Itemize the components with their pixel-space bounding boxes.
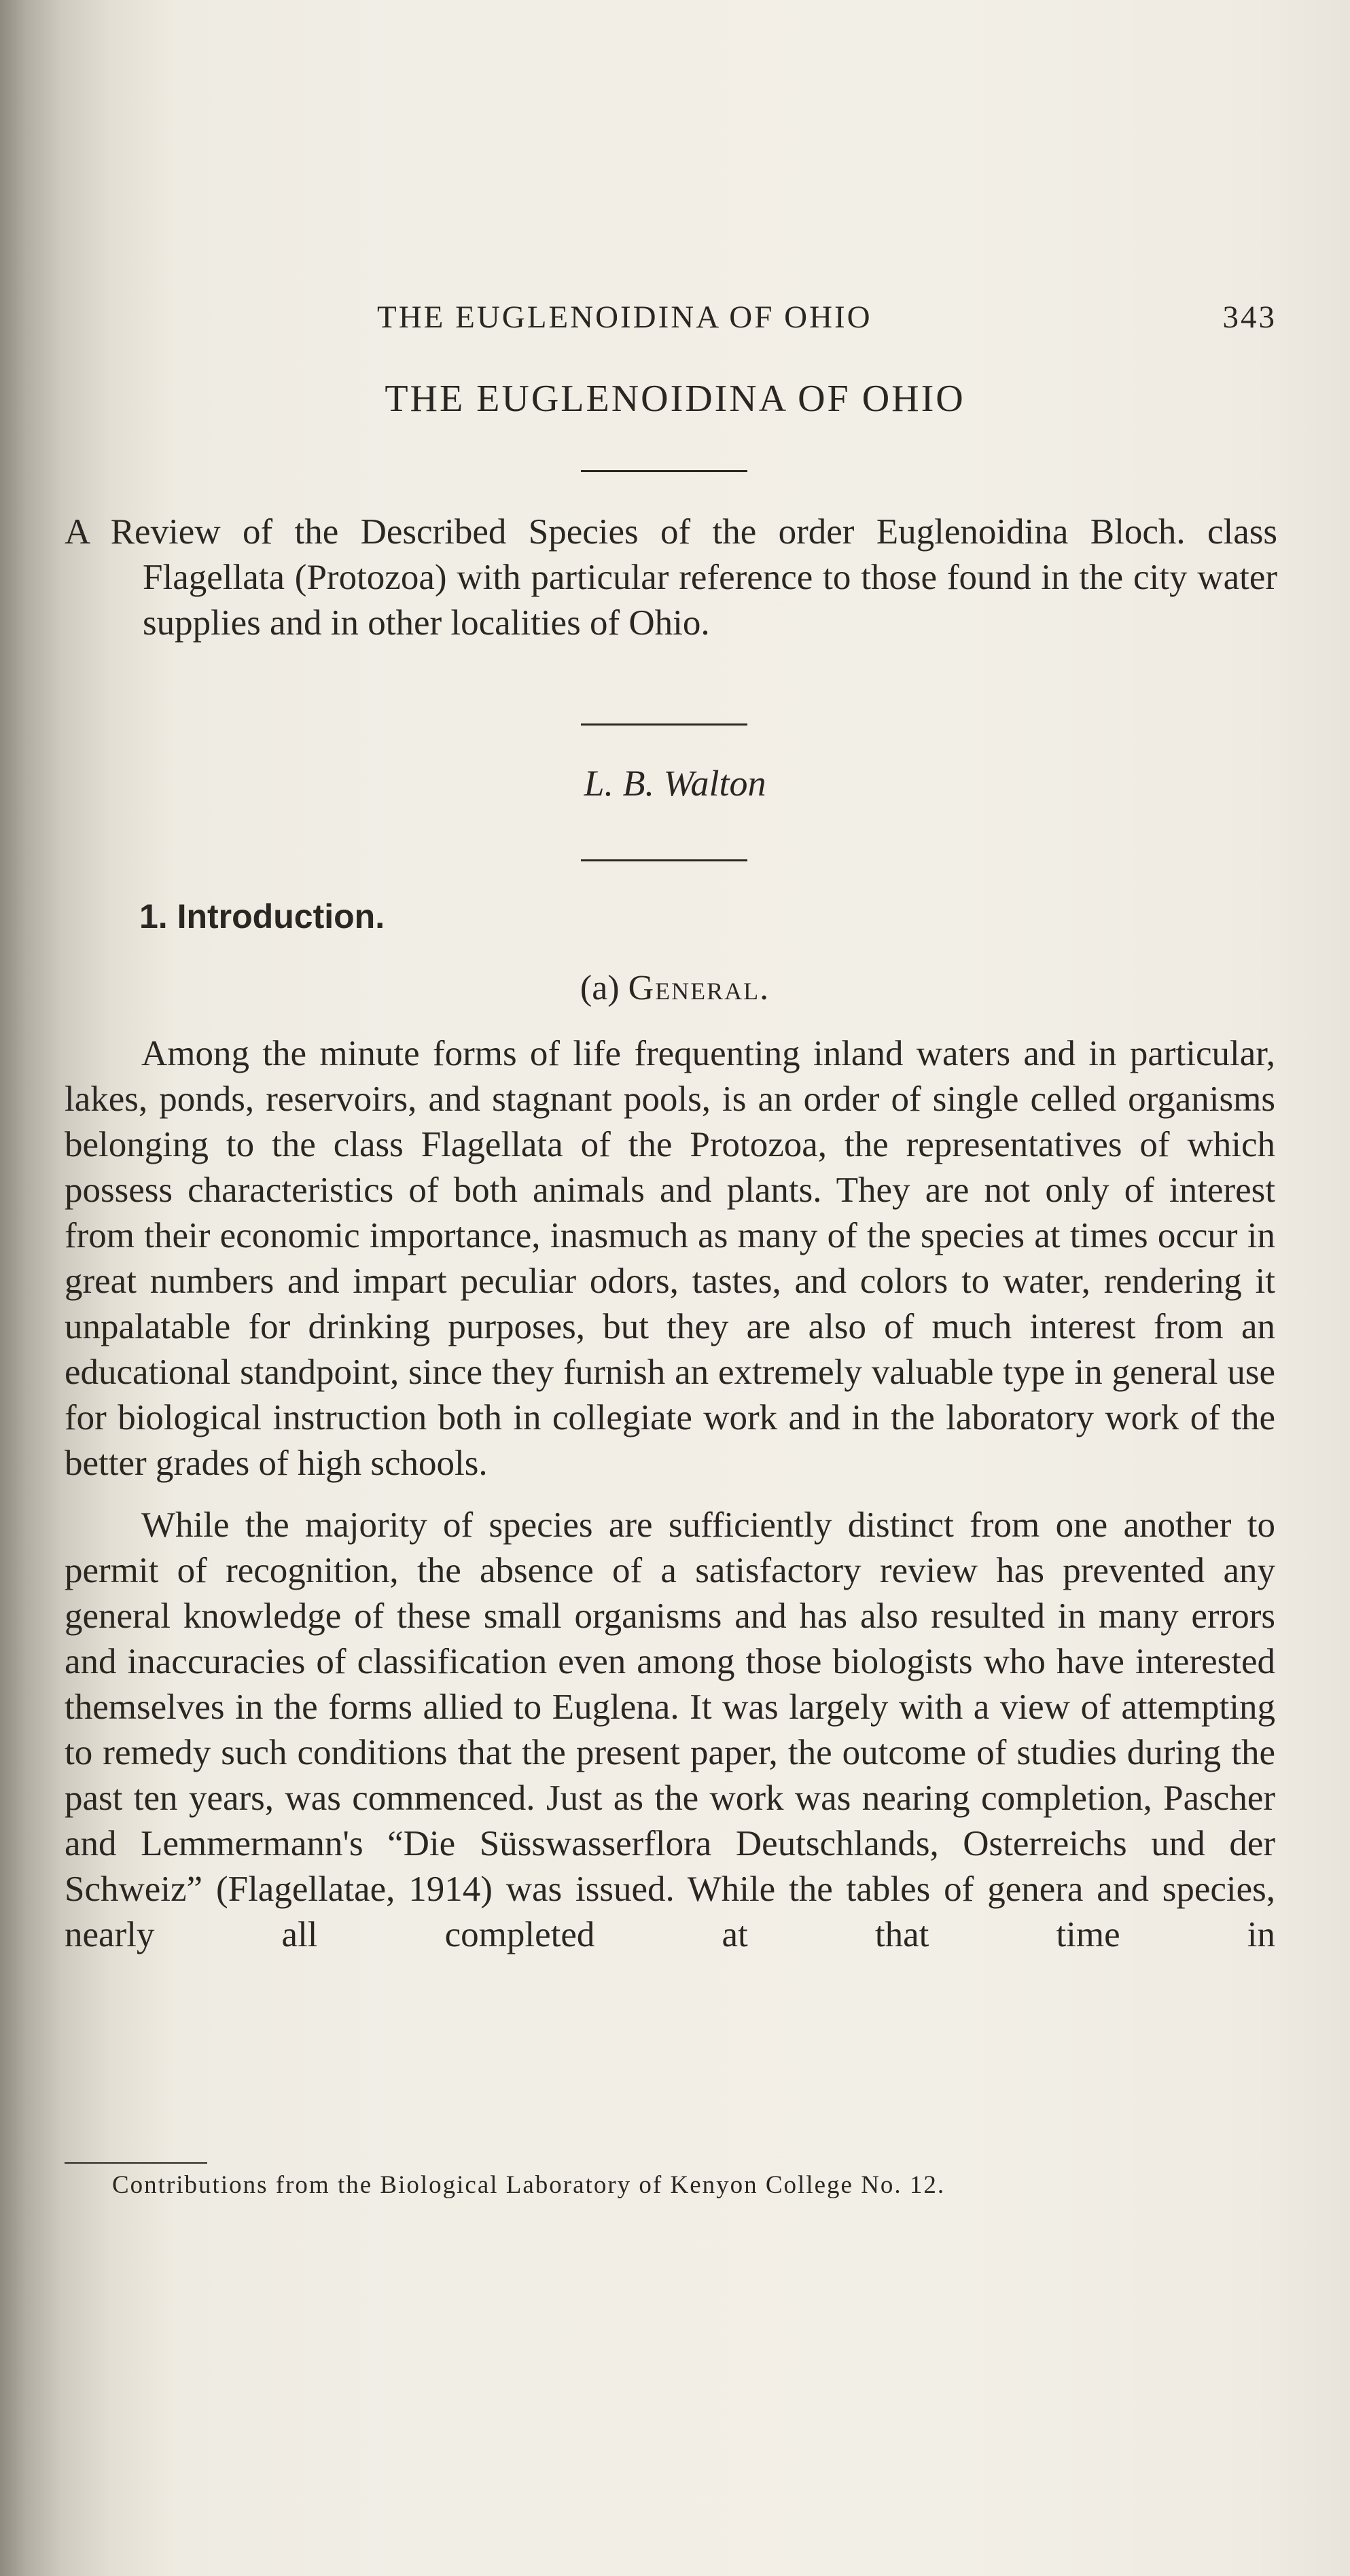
body-text xyxy=(65,1031,1275,1974)
page-number: 343 xyxy=(1222,300,1277,335)
author-divider xyxy=(581,859,747,861)
paragraph-1: Among the minute forms of life frequenting inland waters and in particular, lakes, ponds, reservoirs, and stagnant pools, is an order of single celled organisms belonging to the class Flagellata of the Protozoa, the representatives of which possess characteristics of both animals and plants. They are not only of interest from their economic importance, inasmuch as many of the species at times occur in great numbers and impart peculiar odors, tastes, and colors to water, rendering it unpalatable for drinking purposes, but they are also of much interest from an educational standpoint, since they furnish an extremely valuable type in general use for biological instruction both in collegiate work and in the laboratory work of the better grades of high schools. xyxy=(65,1034,1275,1483)
running-head xyxy=(0,299,1350,340)
section-heading: 1. Introduction. xyxy=(139,897,385,935)
subsection-heading xyxy=(0,968,1350,1008)
article-subtitle: A Review of the Described Species of the order Euglenoidina Bloch. class Flagellata (Protozoa) with particular reference to those found in the city water supplies and in other localities of Ohio. xyxy=(65,512,1277,643)
subsection-title: General. xyxy=(628,969,770,1007)
footnote-divider xyxy=(65,2162,207,2164)
subtitle-divider xyxy=(581,723,747,726)
subsection-label: (a) xyxy=(580,969,620,1007)
paragraph-2: While the majority of species are sufficiently distinct from one another to permit of recognition, the absence of a satisfactory review has prevented any general knowledge of these small organisms and has also resulted in many errors and inaccuracies of classification even among those biologists who have interested themselves in the forms allied to Euglena. It was largely with a view of attempting to remedy such conditions that the present paper, the outcome of studies during the past ten years, was commenced. Just as the work was nearing completion, Pascher and Lemmermann's “Die Süsswasserflora Deutschlands, Osterreichs und der Schweiz” (Flagellatae, 1914) was issued. While the tables of genera and species, nearly all completed at that time in xyxy=(65,1505,1275,1954)
running-title: THE EUGLENOIDINA OF OHIO xyxy=(377,300,872,335)
title-divider xyxy=(581,470,747,472)
article-title: THE EUGLENOIDINA OF OHIO xyxy=(385,378,965,420)
footnote: Contributions from the Biological Laboratory of Kenyon College No. 12. xyxy=(112,2171,946,2199)
author-name: L. B. Walton xyxy=(584,763,766,804)
